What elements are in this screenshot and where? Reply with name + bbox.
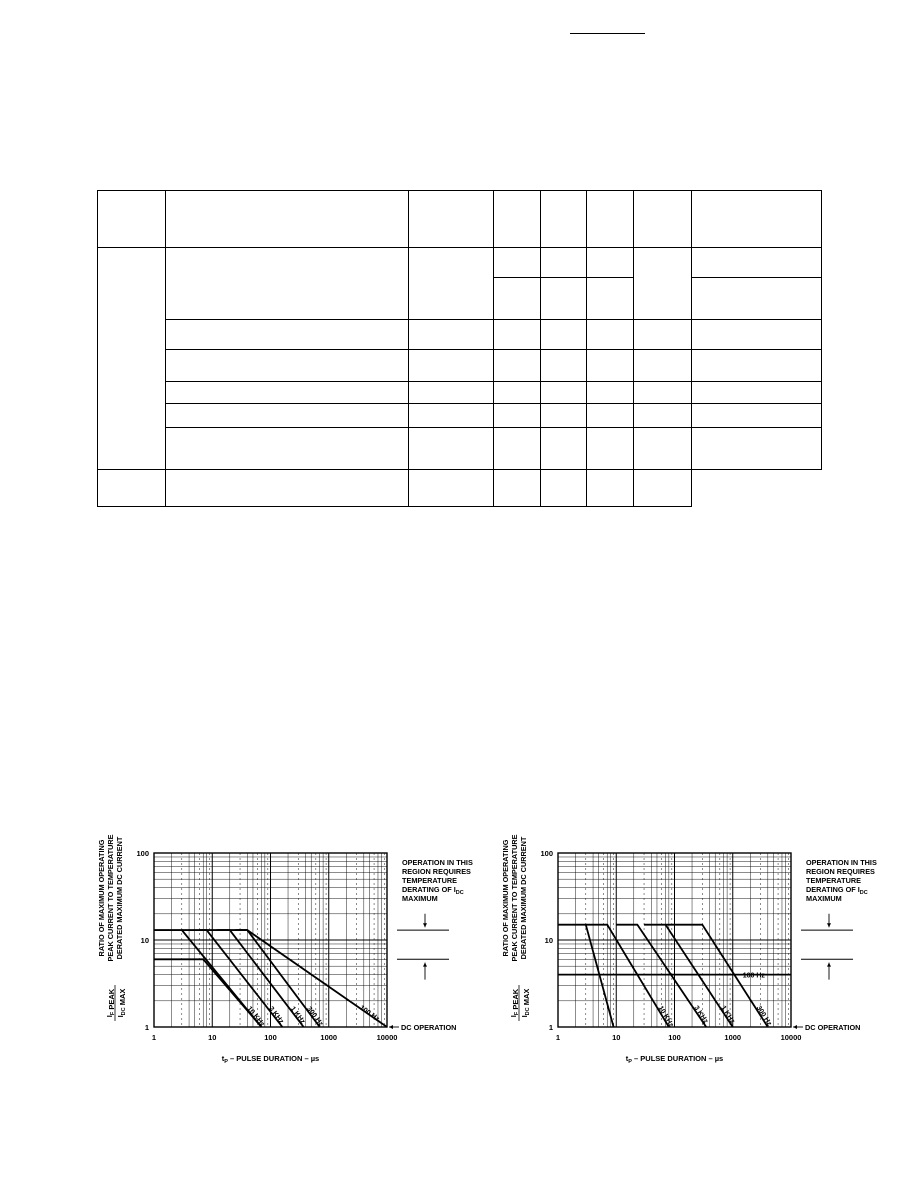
pulse-derating-chart-left [92,834,552,1078]
curve-label: 1 KHz [288,1005,307,1026]
table-cell [166,320,409,350]
table-cell [587,469,634,506]
table-cell [409,350,494,381]
table-cell [98,191,166,248]
y-axis-label: PEAK CURRENT TO TEMPERATURE [510,834,519,962]
table-cell [166,248,409,320]
table-cell [409,248,494,320]
table-cell [541,191,587,248]
arrow-down-head [827,923,831,927]
table-cell [409,320,494,350]
table-row [98,381,822,403]
table-cell [634,320,692,350]
table-cell [166,403,409,427]
x-tick-label: 10 [208,1033,217,1042]
table-cell [634,248,692,320]
pulse-derating-chart-right [496,834,918,1078]
table-row [98,320,822,350]
table-cell [166,469,409,506]
table-cell [587,381,634,403]
table-row [98,350,822,381]
x-tick-label: 1000 [320,1033,338,1042]
x-tick-label: 100 [668,1033,681,1042]
table-cell [98,248,166,470]
dc-arrow-head [793,1025,797,1029]
table-cell [541,469,587,506]
arrow-up-head [827,963,831,967]
table-row [98,403,822,427]
table-cell [541,427,587,469]
curve-label: 3 KHz [267,1005,285,1026]
x-axis-label: $t_P$ – PULSE DURATION – µs [221,1054,320,1065]
table-cell [587,191,634,248]
table-cell [409,403,494,427]
dc-operation-label: DC OPERATION [805,1023,861,1032]
table-row [98,248,822,278]
y-axis-label: PEAK CURRENT TO TEMPERATURE [106,834,115,962]
region-note-line: OPERATION IN THIS [402,858,473,867]
table-cell [494,427,541,469]
arrow-down-head [423,923,427,927]
x-tick-label: 10000 [376,1033,398,1042]
region-note-line: TEMPERATURE [806,876,861,885]
x-axis-label: $t_P$ – PULSE DURATION – µs [625,1054,724,1065]
table-cell [692,248,822,278]
y-tick-label: 10 [140,936,149,945]
curve-label: 100 Hz [742,972,765,980]
fraction-denominator: $I_{DC}$ MAX [116,988,127,1018]
curve-label: 1 KHz [719,1004,736,1025]
curve-label: 10 KHz [656,1004,675,1029]
table-cell [634,469,692,506]
table-row [98,427,822,469]
table-cell [634,427,692,469]
y-tick-label: 100 [540,849,553,858]
table-cell [587,403,634,427]
curve-label: 100 Hz [358,1004,381,1023]
fraction-numerator: $I_F$ PEAK [509,988,520,1018]
fraction-numerator: $I_F$ PEAK [105,988,116,1018]
y-axis-label: RATIO OF MAXIMUM OPERATING [97,839,106,957]
x-tick-label: 10 [612,1033,621,1042]
table-cell [409,469,494,506]
table-cell [587,248,634,278]
table-cell [692,403,822,427]
table-cell [541,403,587,427]
table-cell [409,427,494,469]
region-note-line: REGION REQUIRES [806,867,875,876]
spec-table [97,190,822,507]
table-cell [541,278,587,320]
curve-label: 3 KHz [692,1004,710,1025]
x-tick-label: 1 [151,1033,157,1042]
table-cell [494,191,541,248]
table-cell [409,191,494,248]
x-tick-label: 10000 [780,1033,802,1042]
table-cell [634,403,692,427]
table-cell [587,427,634,469]
table-cell [166,381,409,403]
x-tick-label: 1 [555,1033,561,1042]
region-note-line: REGION REQUIRES [402,867,471,876]
table-cell [541,320,587,350]
y-axis-label: RATIO OF MAXIMUM OPERATING [501,839,510,957]
y-axis-fraction [509,985,531,1021]
y-tick-label: 1 [548,1023,553,1032]
table-row [98,469,822,506]
table-cell [494,278,541,320]
table-cell [98,469,166,506]
table-cell [692,191,822,248]
table-cell [541,350,587,381]
region-note-line: DERATING OF $I_{DC}$ [806,885,868,896]
table-cell [541,248,587,278]
series-line [154,959,261,1027]
table-cell [409,381,494,403]
table-cell [494,350,541,381]
table-cell [692,350,822,381]
table-cell [494,320,541,350]
curve-label: 300 Hz [305,1005,325,1028]
y-tick-label: 1 [144,1023,149,1032]
y-axis-fraction [105,985,127,1021]
table-cell [494,248,541,278]
curve-label: 300 Hz [754,1004,773,1028]
y-tick-label: 10 [544,936,553,945]
dc-arrow-head [389,1025,393,1029]
region-note-line: DERATING OF $I_{DC}$ [402,885,464,896]
table-header-row [98,191,822,248]
table-cell [541,381,587,403]
table-cell [494,469,541,506]
table-cell [587,278,634,320]
region-note-line: OPERATION IN THIS [806,858,877,867]
dc-operation-label: DC OPERATION [401,1023,457,1032]
x-tick-label: 1000 [724,1033,742,1042]
curve-label: 10 KHz [245,1005,266,1028]
table-cell [587,320,634,350]
y-tick-label: 100 [136,849,149,858]
table-cell [692,320,822,350]
table-cell [494,381,541,403]
chart-svg [92,834,552,1078]
y-axis-label: DERATED MAXIMUM DC CURRENT [519,836,528,960]
table-cell [166,191,409,248]
table-cell [634,191,692,248]
region-note-line: MAXIMUM [402,894,438,903]
table-cell [494,403,541,427]
table-cell [166,427,409,469]
table-cell [634,350,692,381]
table-cell [587,350,634,381]
y-axis-label: DERATED MAXIMUM DC CURRENT [115,836,124,960]
region-note-line: TEMPERATURE [402,876,457,885]
arrow-up-head [423,963,427,967]
table-cell [692,278,822,320]
chart-svg [496,834,918,1078]
table-cell [692,427,822,469]
fraction-denominator: $I_{DC}$ MAX [520,988,531,1018]
x-tick-label: 100 [264,1033,277,1042]
table-cell [692,381,822,403]
region-note-line: MAXIMUM [806,894,842,903]
header-rule [570,33,645,34]
table-cell [634,381,692,403]
table-cell [166,350,409,381]
